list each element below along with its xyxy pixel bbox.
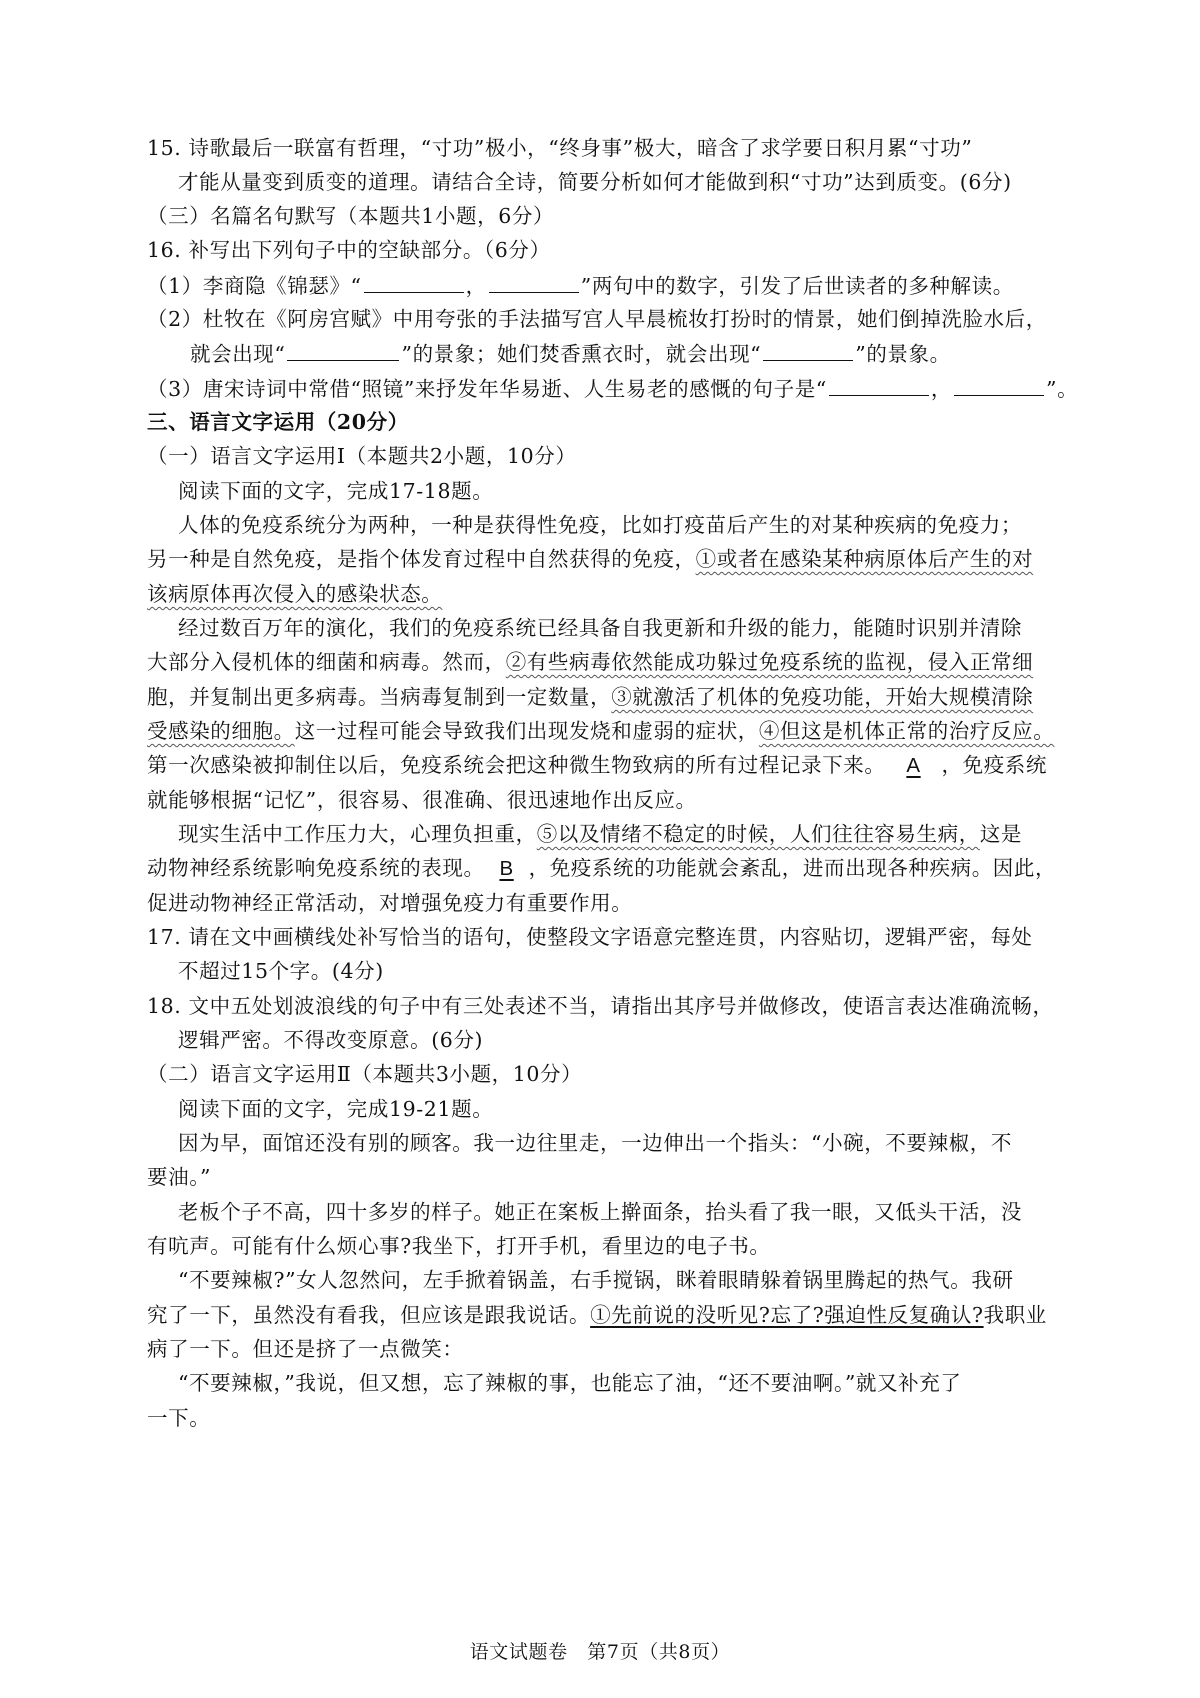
wavy-sentence-1-cont: 该病原体再次侵入的感染状态。 <box>147 582 443 606</box>
passage1-line: 大部分入侵机体的细菌和病毒。然而，②有些病毒依然能成功躲过免疫系统的监视，侵入正常细 <box>147 650 1034 674</box>
passage1-line: 胞，并复制出更多病毒。当病毒复制到一定数量，③就激活了机体的免疫功能，开始大规模清除 <box>147 685 1034 709</box>
q16-item1: （1）李商隐《锦瑟》“ ， ”两句中的数字，引发了后世读者的多种解读。 <box>147 270 1014 301</box>
passage2-line: “不要辣椒?”女人忽然问，左手掀着锅盖，右手搅锅，眯着眼睛躲着锅里腾起的热气。我研 <box>178 1268 1014 1292</box>
passage1-line: 受感染的细胞。这一过程可能会导致我们出现发烧和虚弱的症状，④但这是机体正常的治疗反应。 <box>147 719 1055 743</box>
q16-item2-line1: （2）杜牧在《阿房宫赋》中用夸张的手法描写宫人早晨梳妆打扮时的情景，她们倒掉洗脸水后， <box>147 307 1047 331</box>
wavy-sentence-2: ②有些病毒依然能成功躲过免疫系统的监视，侵入正常细 <box>505 650 1034 674</box>
q15-line2: 才能从量变到质变的道理。请结合全诗，简要分析如何才能做到积“寸功”达到质变。(6分) <box>178 170 1012 194</box>
wavy-sentence-1: ①或者在感染某种病原体后产生的对 <box>695 547 1034 571</box>
passage2-line: 有吭声。可能有什么烦心事?我坐下，打开手机，看里边的电子书。 <box>147 1234 771 1258</box>
page-footer: 语文试题卷 第7页（共8页） <box>469 1641 731 1663</box>
q16-stem: 16. 补写出下列句子中的空缺部分。（6分） <box>147 238 551 262</box>
passage1-line: 就能够根据“记忆”，很容易、很准确、很迅速地作出反应。 <box>147 788 697 812</box>
passage2-line: 一下。 <box>147 1406 211 1430</box>
wavy-sentence-5: ⑤以及情绪不稳定的时候，人们往往容易生病， <box>536 822 980 846</box>
passage1-line: 促进动物神经正常活动，对增强免疫力有重要作用。 <box>147 891 633 915</box>
q18-line2: 逻辑严密。不得改变原意。(6分) <box>178 1028 484 1052</box>
q16-item3: （3）唐宋诗词中常借“照镜”来抒发年华易逝、人生易老的感慨的句子是“ ， ”。 <box>147 373 1078 404</box>
passage1-line: 动物神经系统影响免疫系统的表现。 B ，免疫系统的功能就会紊乱，进而出现各种疾病。因此， <box>147 853 1056 884</box>
answer-blank[interactable] <box>364 270 464 293</box>
q16-item2-line2: 就会出现“ ”的景象；她们焚香熏衣时，就会出现“ ”的景象。 <box>190 338 951 369</box>
section-3-heading: （三）名篇名句默写（本题共1小题，6分） <box>147 204 555 228</box>
passage2-line: 老板个子不高，四十多岁的样子。她正在案板上擀面条，抬头看了我一眼，又低头干活，没 <box>178 1200 1022 1224</box>
reading-instruction-2: 阅读下面的文字，完成19-21题。 <box>178 1097 494 1121</box>
q17-line2: 不超过15个字。(4分) <box>178 959 384 983</box>
blank-b: B <box>499 857 514 880</box>
passage1-line: 人体的免疫系统分为两种，一种是获得性免疫，比如打疫苗后产生的对某种疾病的免疫力； <box>178 513 1022 537</box>
passage2-line: 究了一下，虽然没有看我，但应该是跟我说话。①先前说的没听见?忘了?强迫性反复确认?我职业 <box>147 1303 1047 1327</box>
wavy-sentence-3-cont: 受感染的细胞。 <box>147 719 295 743</box>
wavy-sentence-4: ④但这是机体正常的治疗反应。 <box>758 719 1055 743</box>
answer-blank[interactable] <box>489 270 579 293</box>
subsection-2-heading: （二）语言文字运用Ⅱ（本题共3小题，10分） <box>147 1062 583 1086</box>
passage2-line: 要油。” <box>147 1165 212 1189</box>
blank-a: A <box>906 754 921 777</box>
q18-line1: 18. 文中五处划波浪线的句子中有三处表述不当，请指出其序号并做修改，使语言表达准确流畅， <box>147 994 1054 1018</box>
passage2-line: 病了一下。但还是挤了一点微笑： <box>147 1337 464 1361</box>
part-3-heading: 三、语言文字运用（20分） <box>147 410 409 434</box>
reading-instruction-1: 阅读下面的文字，完成17-18题。 <box>178 479 494 503</box>
passage1-line: 另一种是自然免疫，是指个体发育过程中自然获得的免疫，①或者在感染某种病原体后产生的对 <box>147 547 1034 571</box>
passage1-line: 第一次感染被抑制住以后，免疫系统会把这种微生物致病的所有过程记录下来。 A ，免疫系统 <box>147 750 1047 781</box>
q15-line1: 15. 诗歌最后一联富有哲理，“寸功”极小，“终身事”极大，暗含了求学要日积月累“寸功” <box>147 136 973 160</box>
answer-blank[interactable] <box>954 373 1044 396</box>
passage2-line: “不要辣椒，”我说，但又想，忘了辣椒的事，也能忘了油，“还不要油啊。”就又补充了 <box>178 1371 962 1395</box>
passage1-line: 现实生活中工作压力大，心理负担重，⑤以及情绪不稳定的时候，人们往往容易生病，这是 <box>178 822 1023 846</box>
passage2-line: 因为早，面馆还没有别的顾客。我一边往里走，一边伸出一个指头：“小碗，不要辣椒，不 <box>178 1131 1012 1155</box>
subsection-1-heading: （一）语言文字运用Ⅰ（本题共2小题，10分） <box>147 444 577 468</box>
answer-blank[interactable] <box>287 338 399 361</box>
q17-line1: 17. 请在文中画横线处补写恰当的语句，使整段文字语意完整连贯，内容贴切，逻辑严密，每处 <box>147 925 1033 949</box>
wavy-sentence-3: ③就激活了机体的免疫功能，开始大规模清除 <box>611 685 1034 709</box>
passage1-line <box>147 579 442 609</box>
passage1-line: 经过数百万年的演化，我们的免疫系统已经具备自我更新和升级的能力，能随时识别并清除 <box>178 616 1022 640</box>
underlined-sentence-1: ①先前说的没听见?忘了?强迫性反复确认? <box>590 1303 984 1327</box>
answer-blank[interactable] <box>829 373 929 396</box>
answer-blank[interactable] <box>763 338 853 361</box>
